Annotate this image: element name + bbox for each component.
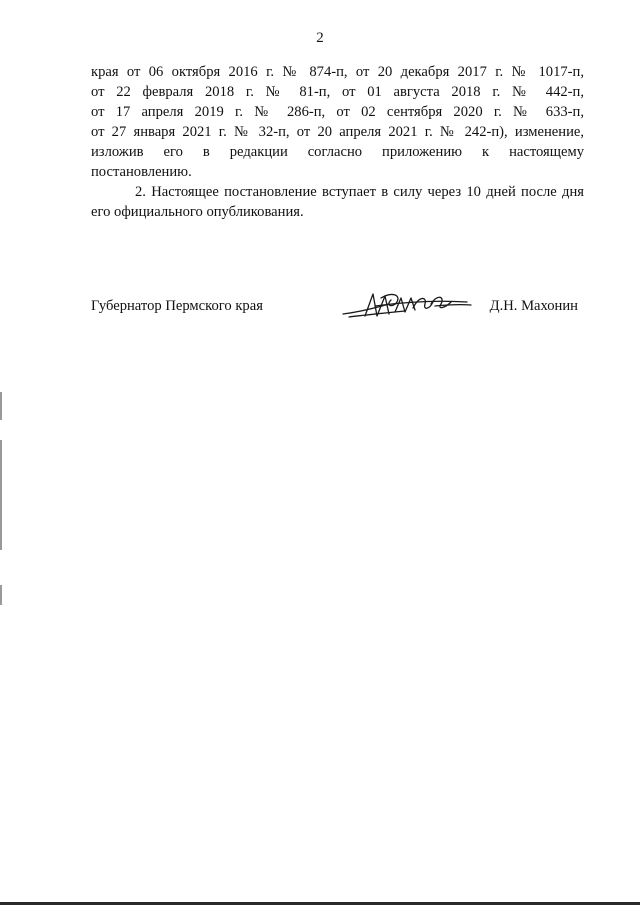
signer-title: Губернатор Пермского края (91, 298, 263, 314)
signer-name: Д.Н. Махонин (489, 298, 578, 314)
scan-edge-mark (0, 440, 2, 550)
paragraph-2-line: его официального опубликования. (91, 204, 304, 220)
handwritten-signature (335, 286, 475, 326)
paragraph-2-line: 2. Настоящее постановление вступает в силу через 10 дней после дня (135, 184, 584, 200)
paragraph-1-line: постановлению. (91, 164, 192, 180)
page-number: 2 (316, 30, 324, 46)
paragraph-1-line: изложив его в редакции согласно приложению к настоящему (91, 144, 584, 160)
paragraph-1-line: от 22 февраля 2018 г. № 81-п, от 01 августа 2018 г. № 442-п, (91, 84, 584, 100)
paragraph-1-line: от 27 января 2021 г. № 32-п, от 20 апреля 2021 г. № 242-п), изменение, (91, 124, 584, 140)
signature-block (91, 294, 584, 324)
scan-edge-mark (0, 585, 2, 605)
document-body (91, 62, 584, 222)
scan-edge-mark (0, 392, 2, 420)
paragraph-1-line: от 17 апреля 2019 г. № 286-п, от 02 сентября 2020 г. № 633-п, (91, 104, 584, 120)
paragraph-1-line: края от 06 октября 2016 г. № 874-п, от 20 декабря 2017 г. № 1017-п, (91, 64, 584, 80)
